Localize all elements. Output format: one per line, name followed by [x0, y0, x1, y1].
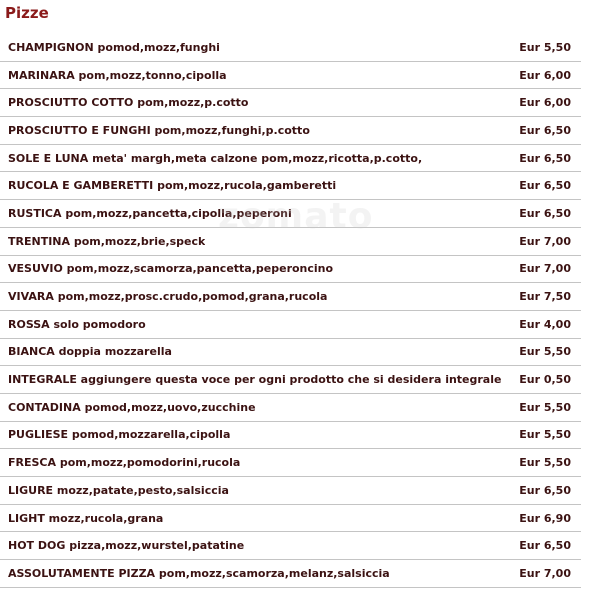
- menu-item-price: Eur 6,50: [519, 483, 571, 497]
- menu-item-name: LIGHT mozz,rucola,grana: [8, 511, 164, 525]
- menu-item-row: [0, 117, 581, 145]
- menu-item-row: [0, 477, 581, 505]
- menu-item-name: ASSOLUTAMENTE PIZZA pom,mozz,scamorza,melanz,salsiccia: [8, 566, 390, 580]
- zomato-watermark: zomato: [218, 196, 374, 237]
- menu-item-row: [0, 560, 581, 588]
- menu-item-row: [0, 532, 581, 560]
- menu-item-row: [0, 366, 581, 394]
- menu-item-name: INTEGRALE aggiungere questa voce per ogni prodotto che si desidera integrale: [8, 373, 502, 387]
- menu-item-row: [0, 505, 581, 533]
- menu-item-price: Eur 6,50: [519, 151, 571, 165]
- menu-item-name: VESUVIO pom,mozz,scamorza,pancetta,peperoncino: [8, 262, 334, 276]
- menu-item-price: Eur 6,00: [519, 68, 571, 82]
- menu-item-row: [0, 422, 581, 450]
- menu-item-name: TRENTINA pom,mozz,brie,speck: [8, 234, 206, 248]
- menu-item-name: HOT DOG pizza,mozz,wurstel,patatine: [8, 539, 245, 553]
- menu-item-price: Eur 7,00: [519, 262, 571, 276]
- menu-item-price: Eur 6,50: [519, 206, 571, 220]
- section-title: Pizze: [5, 4, 49, 22]
- menu-item-price: Eur 5,50: [519, 40, 571, 54]
- menu-item-name: SOLE E LUNA meta' margh,meta calzone pom,mozz,ricotta,p.cotto,: [8, 151, 423, 165]
- menu-item-price: Eur 6,50: [519, 123, 571, 137]
- menu-item-row: [0, 34, 581, 62]
- menu-item-row: [0, 89, 581, 117]
- menu-item-name: ROSSA solo pomodoro: [8, 317, 146, 331]
- menu-item-row: [0, 145, 581, 173]
- menu-item-name: LIGURE mozz,patate,pesto,salsiccia: [8, 483, 229, 497]
- menu-item-row: [0, 283, 581, 311]
- menu-item-name: PUGLIESE pomod,mozzarella,cipolla: [8, 428, 231, 442]
- menu-item-price: Eur 4,00: [519, 317, 571, 331]
- menu-item-row: [0, 394, 581, 422]
- pizza-menu-list: [0, 34, 581, 588]
- menu-item-name: VIVARA pom,mozz,prosc.crudo,pomod,grana,rucola: [8, 290, 328, 304]
- menu-item-row: [0, 311, 581, 339]
- menu-item-price: Eur 7,00: [519, 234, 571, 248]
- menu-item-price: Eur 5,50: [519, 456, 571, 470]
- menu-item-row: [0, 172, 581, 200]
- menu-item-row: [0, 228, 581, 256]
- menu-item-row: [0, 449, 581, 477]
- menu-item-name: FRESCA pom,mozz,pomodorini,rucola: [8, 456, 241, 470]
- menu-item-name: BIANCA doppia mozzarella: [8, 345, 172, 359]
- menu-item-name: RUSTICA pom,mozz,pancetta,cipolla,peperoni: [8, 206, 292, 220]
- menu-item-row: [0, 62, 581, 90]
- menu-item-price: Eur 6,90: [519, 511, 571, 525]
- menu-item-price: Eur 6,50: [519, 179, 571, 193]
- menu-item-price: Eur 6,50: [519, 539, 571, 553]
- menu-item-name: PROSCIUTTO COTTO pom,mozz,p.cotto: [8, 96, 249, 110]
- menu-item-price: Eur 7,50: [519, 290, 571, 304]
- menu-item-name: CONTADINA pomod,mozz,uovo,zucchine: [8, 400, 256, 414]
- menu-item-row: [0, 256, 581, 284]
- menu-item-name: CHAMPIGNON pomod,mozz,funghi: [8, 40, 220, 54]
- menu-item-row: [0, 200, 581, 228]
- menu-item-price: Eur 5,50: [519, 428, 571, 442]
- menu-item-price: Eur 5,50: [519, 400, 571, 414]
- menu-item-name: RUCOLA E GAMBERETTI pom,mozz,rucola,gamberetti: [8, 179, 337, 193]
- menu-item-price: Eur 5,50: [519, 345, 571, 359]
- menu-item-row: [0, 339, 581, 367]
- menu-item-name: PROSCIUTTO E FUNGHI pom,mozz,funghi,p.cotto: [8, 123, 310, 137]
- menu-item-price: Eur 7,00: [519, 566, 571, 580]
- menu-item-name: MARINARA pom,mozz,tonno,cipolla: [8, 68, 227, 82]
- menu-item-price: Eur 0,50: [519, 373, 571, 387]
- menu-item-price: Eur 6,00: [519, 96, 571, 110]
